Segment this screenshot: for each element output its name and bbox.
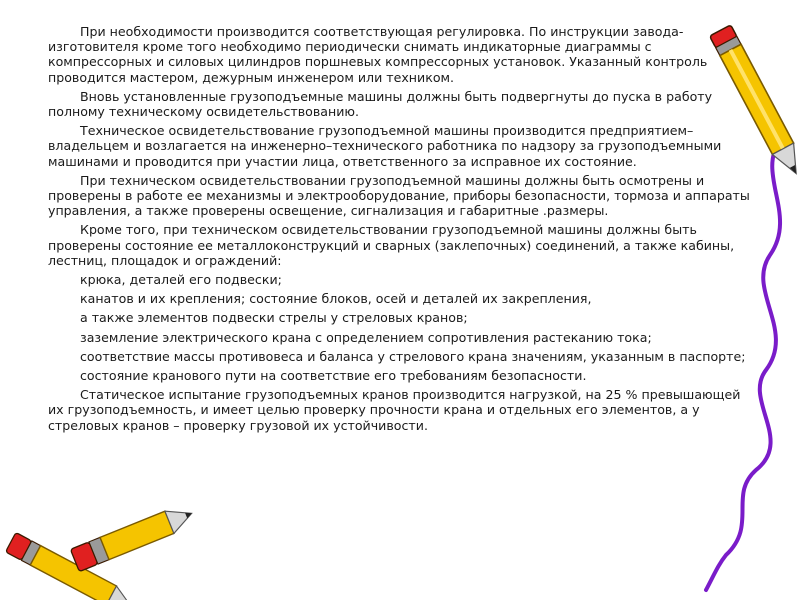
final-paragraph: Статическое испытание грузоподъемных кранов производится нагрузкой, на 25 % превышающей их грузоподъемность, и имеет целью проверку прочности крана и отдельных его элементов, а у стреловых кранов – проверку грузовой их устойчивости. — [48, 387, 741, 433]
paragraph-4: При техническом освидетельствовании грузоподъемной машины должны быть осмотрены и проверены в работе ее механизмы и электрооборудование, приборы безопасности, тормоза и аппараты управления, а также проверены освещение, сигнализация и габаритные .размеры. — [48, 172, 750, 219]
paragraph-2: Вновь установленные грузоподъемные машины должны быть подвергнуты до пуска в работу полному техническому освидетельствованию. — [48, 88, 713, 120]
pencil-decoration-right — [648, 0, 800, 600]
list-item: заземление электрического крана с определением сопротивления растеканию тока; — [80, 329, 652, 345]
paragraph-3: Техническое освидетельствование грузоподъемной машины производится предприятием–владельцем и возлагается на инженерно–технического работника по надзору за грузоподъемными машинами и проводится при участии лица, ответственного за исправное их состояние. — [48, 123, 722, 169]
pencils-decoration-left — [0, 486, 210, 600]
pencil-icon — [710, 25, 800, 179]
squiggle-line — [706, 140, 780, 590]
list-item: крюка, деталей его подвески; — [80, 272, 282, 288]
paragraph-1: При необходимости производится соответствующая регулировка. По инструкции завода-изготовителя кроме того необходимо периодически снимать индикаторные диаграммы с компрессорных и силовых цилиндров поршневых компрессорных установок. Указанный контроль проводится мастером, дежурным инженером или техником. — [48, 24, 708, 85]
list-item: канатов и их крепления; состояние блоков, осей и деталей их закрепления, — [80, 291, 592, 307]
slide-text — [48, 24, 750, 437]
list-item: соответствие массы противовеса и баланса у стрелового крана значениям, указанным в паспорте; — [80, 348, 746, 364]
list-item: а также элементов подвески стрелы у стреловых кранов; — [80, 310, 468, 326]
list-item: состояние кранового пути на соответствие его требованиям безопасности. — [80, 368, 587, 384]
paragraph-5: Кроме того, при техническом освидетельствовании грузоподъемной машины должны быть проверены состояние ее металлоконструкций и сварных (заклепочных) соединений, а также кабины, лестниц, площадок и ограждений: — [48, 222, 735, 268]
pencil-icon — [70, 502, 196, 571]
